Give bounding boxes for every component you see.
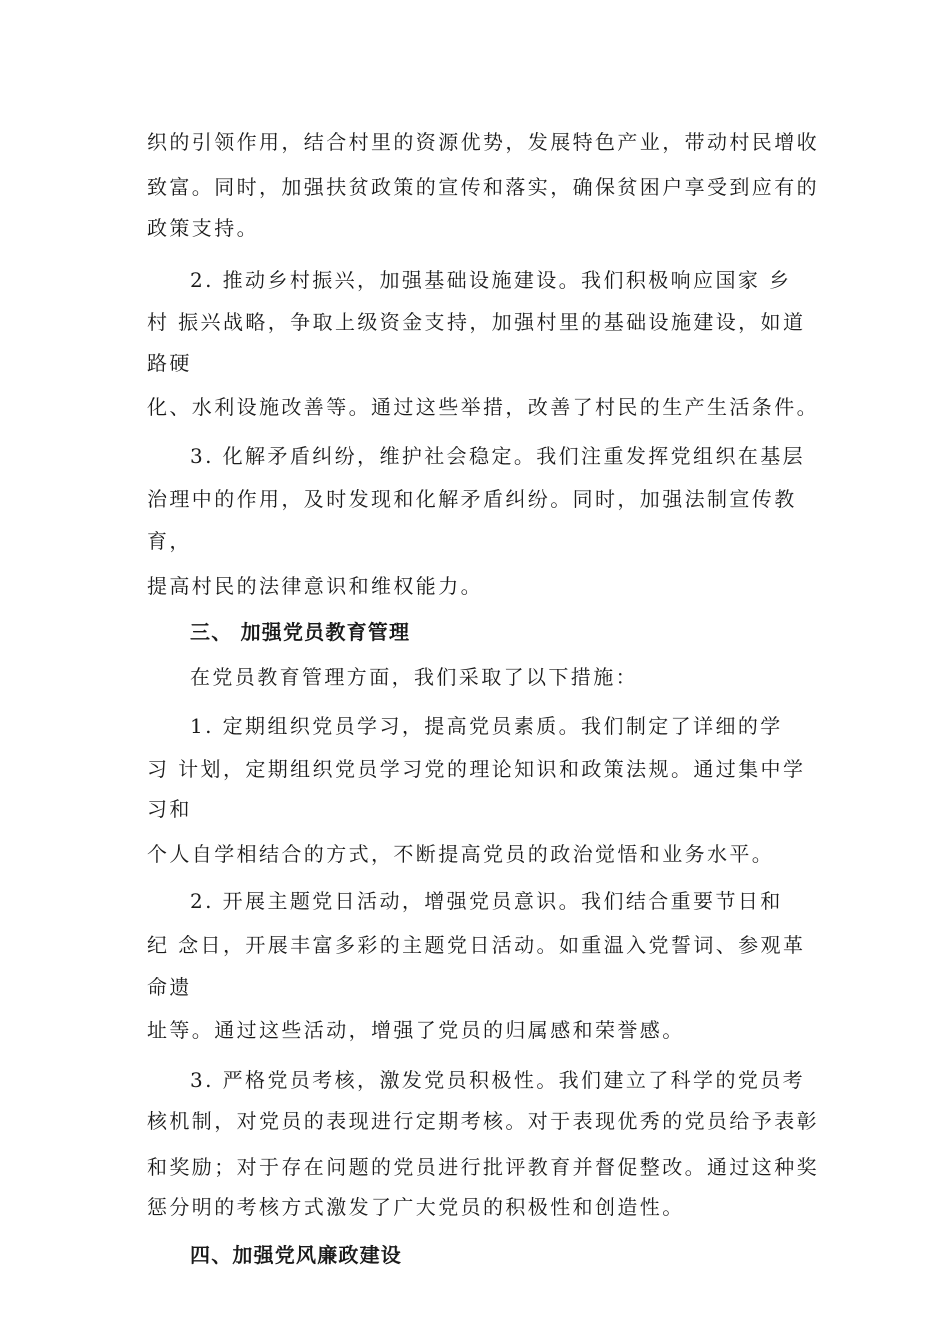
section-heading: 三、 加强党员教育管理 [190,620,411,644]
body-text-line: 个人自学相结合的方式，不断提高党员的政治觉悟和业务水平。 [147,842,775,866]
body-text-line: 习和 [147,797,192,821]
body-text-line: 命遗 [147,975,192,999]
list-item-line: 3. 化解矛盾纠纷，维护社会稳定。我们注重发挥党组织在基层 [190,444,806,468]
body-text-line: 习 计划，定期组织党员学习党的理论知识和政策法规。通过集中学 [147,757,806,781]
body-text-line: 政策支持。 [147,216,259,240]
body-text-line: 化、水利设施改善等。通过这些举措，改善了村民的生产生活条件。 [147,395,819,419]
body-text-line: 核机制，对党员的表现进行定期考核。对于表现优秀的党员给予表彰 [147,1109,819,1133]
body-text-line: 路硬 [147,351,192,375]
body-text-line: 纪 念日，开展丰富多彩的主题党日活动。如重温入党誓词、参观革 [147,933,806,957]
body-text-line: 提高村民的法律意识和维权能力。 [147,574,483,598]
body-text-line: 村 振兴战略，争取上级资金支持，加强村里的基础设施建设，如道 [147,310,806,334]
list-item-line: 2. 推动乡村振兴，加强基础设施建设。我们积极响应国家 乡 [190,268,792,292]
body-text-line: 址等。通过这些活动，增强了党员的归属感和荣誉感。 [147,1018,685,1042]
list-item-line: 2. 开展主题党日活动，增强党员意识。我们结合重要节日和 [190,889,783,913]
body-text-line: 和奖励；对于存在问题的党员进行批评教育并督促整改。通过这种奖 [147,1155,819,1179]
list-item-line: 1. 定期组织党员学习，提高党员素质。我们制定了详细的学 [190,714,783,738]
list-item-line: 3. 严格党员考核，激发党员积极性。我们建立了科学的党员考 [190,1068,806,1092]
body-text-line: 在党员教育管理方面，我们采取了以下措施： [190,665,638,689]
body-text-line: 治理中的作用，及时发现和化解矛盾纠纷。同时，加强法制宣传教 [147,487,797,511]
body-text-line: 致富。同时，加强扶贫政策的宣传和落实，确保贫困户享受到应有的 [147,175,819,199]
body-text-line: 惩分明的考核方式激发了广大党员的积极性和创造性。 [147,1195,685,1219]
body-text-line: 育， [147,529,192,553]
section-heading: 四、加强党风廉政建设 [190,1243,402,1267]
body-text-line: 织的引领作用，结合村里的资源优势，发展特色产业，带动村民增收 [147,130,819,154]
